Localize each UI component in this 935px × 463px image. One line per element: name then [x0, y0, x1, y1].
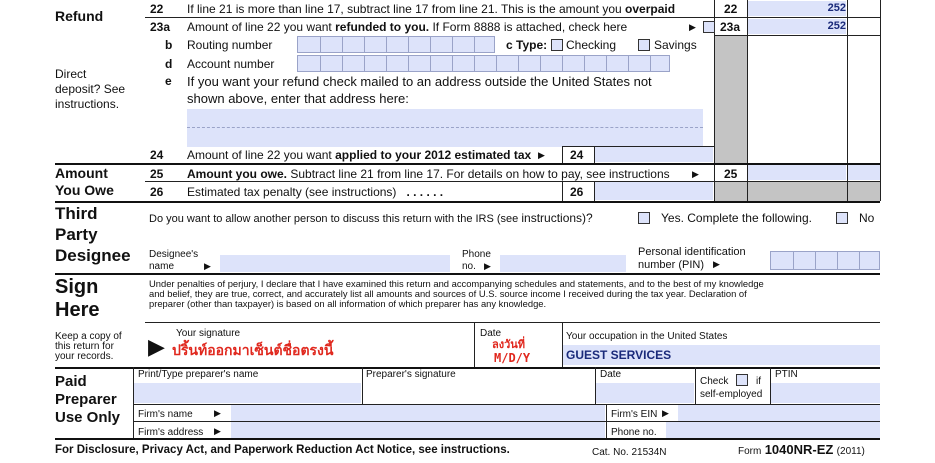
designee-pin-label-2: number (PIN) [638, 259, 705, 271]
preparer-phone-field[interactable] [666, 422, 880, 438]
third-party-heading-2: Party [55, 225, 98, 244]
ptin-label: PTIN [775, 369, 798, 380]
routing-number-label: Routing number [187, 38, 273, 52]
routing-number-field[interactable] [297, 36, 495, 53]
line-b-letter: b [165, 38, 173, 52]
line-22-box-label: 22 [724, 2, 738, 16]
arrow-icon: ▶ [484, 261, 491, 271]
third-party-heading-1: Third [55, 204, 98, 223]
designee-yes-label: Yes. Complete the following. [661, 211, 812, 225]
sign-heading-1: Sign [55, 276, 99, 298]
designee-no-label: No [859, 211, 875, 225]
designee-name-field[interactable] [220, 255, 450, 272]
keep-copy-note-3: your records. [55, 351, 114, 362]
third-party-heading-3: Designee [55, 246, 131, 265]
line-26-box-label: 26 [570, 185, 584, 199]
line-25-amount-field[interactable] [748, 165, 846, 180]
preparer-date-label: Date [600, 369, 622, 380]
firm-name-field[interactable] [231, 405, 605, 421]
line-e-letter: e [165, 74, 172, 88]
savings-label: Savings [654, 38, 697, 52]
self-employed-label: self-employed [700, 389, 763, 400]
line-23a-box-label: 23a [720, 20, 741, 34]
footer-notice: For Disclosure, Privacy Act, and Paperwork Reduction Act Notice, see instructions. [55, 444, 510, 456]
arrow-icon: ▶ [538, 150, 545, 160]
designee-phone-label-2: no. [462, 261, 476, 272]
your-signature-label: Your signature [176, 328, 241, 339]
arrow-icon: ▶ [713, 259, 720, 269]
line-26-text: Estimated tax penalty (see instructions) . . . . . . [187, 185, 444, 199]
shaded-cell-26 [714, 182, 847, 201]
occupation-label: Your occupation in the United States [566, 331, 728, 342]
firm-ein-label: Firm's EIN [611, 409, 658, 420]
keep-copy-note-1: Keep a copy of [55, 331, 122, 342]
line-24-text: Amount of line 22 you want applied to your 2012 estimated tax [187, 148, 532, 162]
checking-label: Checking [566, 38, 617, 52]
line-24-amount-field[interactable] [595, 146, 713, 162]
account-number-field[interactable] [297, 55, 670, 72]
amount-you-owe-heading-2: You Owe [55, 182, 114, 198]
designee-no-checkbox[interactable] [836, 212, 848, 224]
form-8888-checkbox[interactable] [703, 21, 715, 33]
arrow-icon: ▶ [214, 426, 221, 436]
signature-field[interactable]: ปริ้นท์ออกมาเซ็นต์ชื่อตรงนี้ [172, 343, 334, 359]
arrow-icon: ▶ [689, 22, 696, 32]
preparer-heading-2: Preparer [55, 391, 117, 408]
line-23a-number: 23a [150, 20, 171, 34]
date-field[interactable]: M/D/Y [494, 351, 531, 365]
amount-you-owe-heading-1: Amount [55, 165, 108, 181]
account-number-label: Account number [187, 57, 275, 71]
check-label: Check [700, 376, 729, 387]
perjury-statement-1: Under penalties of perjury, I declare that I have examined this return and accompanying schedules and statements, and to the best of my knowledge [149, 278, 764, 289]
savings-checkbox[interactable] [638, 39, 650, 51]
designee-phone-label-1: Phone [462, 249, 491, 260]
refund-heading: Refund [55, 8, 104, 24]
direct-deposit-note: Direct deposit? See instructions. [55, 67, 126, 111]
perjury-statement-2: and belief, they are true, correct, and accurately list all amounts and sources of U.S. source income I received during the tax year. Declaration of [149, 288, 747, 299]
line-26-number: 26 [150, 185, 164, 199]
preparer-signature-label: Preparer's signature [366, 369, 456, 380]
designee-pin-label-1: Personal identification [638, 246, 746, 258]
designee-question: Do you want to allow another person to discuss this return with the IRS (see instructions)? [149, 211, 593, 225]
preparer-name-label: Print/Type preparer's name [138, 369, 259, 380]
form-id: Form 1040NR-EZ (2011) [738, 442, 865, 457]
line-e-text-1: If you want your refund check mailed to an address outside the United States not [187, 74, 652, 89]
if-label: if [756, 376, 761, 387]
line-25-box-label: 25 [724, 167, 738, 181]
date-note-thai: ลงวันที่ [492, 338, 526, 351]
signature-arrow-icon: ▶ [148, 334, 165, 359]
designee-pin-field[interactable] [770, 251, 880, 270]
line-26-amount-field[interactable] [595, 182, 713, 200]
catalog-number: Cat. No. 21534N [592, 447, 667, 458]
ptin-field[interactable] [771, 383, 880, 403]
line-24-box-label: 24 [570, 148, 584, 162]
sign-heading-2: Here [55, 299, 100, 321]
preparer-heading-1: Paid [55, 373, 87, 390]
preparer-phone-label: Phone no. [611, 427, 657, 438]
account-type-label: c Type: [506, 38, 548, 52]
preparer-name-field[interactable] [134, 383, 361, 403]
firm-address-label: Firm's address [138, 427, 204, 438]
line-22-number: 22 [150, 2, 164, 16]
arrow-icon: ▶ [204, 261, 211, 271]
shaded-column [714, 35, 747, 163]
keep-copy-note-2: this return for [55, 341, 114, 352]
line-d-letter: d [165, 57, 173, 71]
line-22-text: If line 21 is more than line 17, subtract line 17 from line 21. This is the amount you overpaid [187, 2, 676, 16]
designee-yes-checkbox[interactable] [638, 212, 650, 224]
self-employed-checkbox[interactable] [736, 374, 748, 386]
foreign-address-field[interactable] [187, 109, 703, 147]
line-24-number: 24 [150, 148, 164, 162]
preparer-heading-3: Use Only [55, 409, 121, 426]
perjury-statement-3: preparer (other than taxpayer) is based on all information of which preparer has any knowledge. [149, 298, 547, 309]
line-23a-amount: 252 [827, 20, 846, 32]
line-25-number: 25 [150, 167, 164, 181]
arrow-icon: ▶ [692, 169, 699, 179]
designee-phone-field[interactable] [500, 255, 626, 272]
date-label: Date [480, 328, 502, 339]
arrow-icon: ▶ [662, 408, 669, 418]
firm-address-field[interactable] [231, 422, 605, 438]
occupation-value: GUEST SERVICES [566, 348, 672, 362]
preparer-date-field[interactable] [596, 383, 694, 403]
line-22-amount: 252 [827, 2, 846, 14]
designee-name-label-2: name [149, 261, 175, 272]
line-25-text: Amount you owe. Subtract line 21 from line 17. For details on how to pay, see instructions [187, 167, 670, 181]
line-23a-text: Amount of line 22 you want refunded to you. If Form 8888 is attached, check here [187, 20, 628, 34]
arrow-icon: ▶ [214, 408, 221, 418]
firm-name-label: Firm's name [138, 409, 193, 420]
firm-ein-field[interactable] [678, 405, 880, 421]
designee-name-label-1: Designee's [149, 249, 199, 260]
line-e-text-2: shown above, enter that address here: [187, 91, 409, 106]
shaded-column-owe [847, 182, 880, 201]
checking-checkbox[interactable] [551, 39, 563, 51]
